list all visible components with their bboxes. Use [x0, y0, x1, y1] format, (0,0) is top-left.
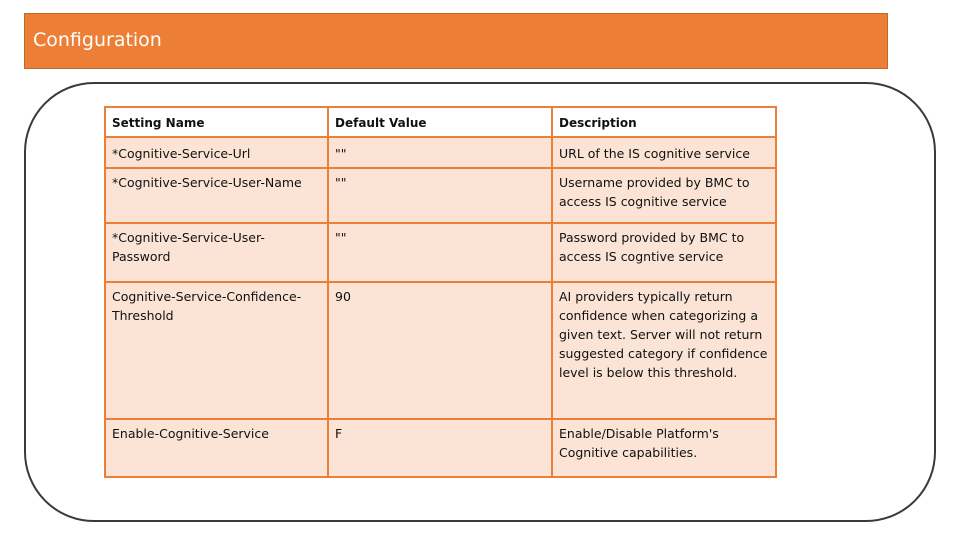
default-value-cell: F: [328, 419, 552, 477]
setting-name-cell: *Cognitive-Service-User-Name: [105, 168, 328, 223]
description-cell: Password provided by BMC to access IS cogntive service: [552, 223, 776, 282]
description-cell: AI providers typically return confidence when categorizing a given text. Server will not return suggested category if confidence level is below this threshold.: [552, 282, 776, 419]
configuration-table: [104, 106, 777, 478]
table-row: [105, 282, 776, 419]
default-value-cell: "": [328, 137, 552, 168]
setting-name-cell: Cognitive-Service-Confidence-Threshold: [105, 282, 328, 419]
table-row: [105, 168, 776, 223]
setting-name-cell: Enable-Cognitive-Service: [105, 419, 328, 477]
default-value-cell: "": [328, 168, 552, 223]
header-bar: [24, 13, 888, 69]
default-value-cell: "": [328, 223, 552, 282]
table-header-row: [105, 107, 776, 137]
column-header-description: Description: [552, 107, 776, 137]
column-header-default-value: Default Value: [328, 107, 552, 137]
default-value-cell: 90: [328, 282, 552, 419]
table-row: [105, 137, 776, 168]
description-cell: Username provided by BMC to access IS cognitive service: [552, 168, 776, 223]
table-row: [105, 223, 776, 282]
setting-name-cell: *Cognitive-Service-User-Password: [105, 223, 328, 282]
description-cell: URL of the IS cognitive service: [552, 137, 776, 168]
setting-name-cell: *Cognitive-Service-Url: [105, 137, 328, 168]
description-cell: Enable/Disable Platform's Cognitive capabilities.: [552, 419, 776, 477]
column-header-setting-name: Setting Name: [105, 107, 328, 137]
table-row: [105, 419, 776, 477]
page-title: Configuration: [33, 29, 162, 51]
